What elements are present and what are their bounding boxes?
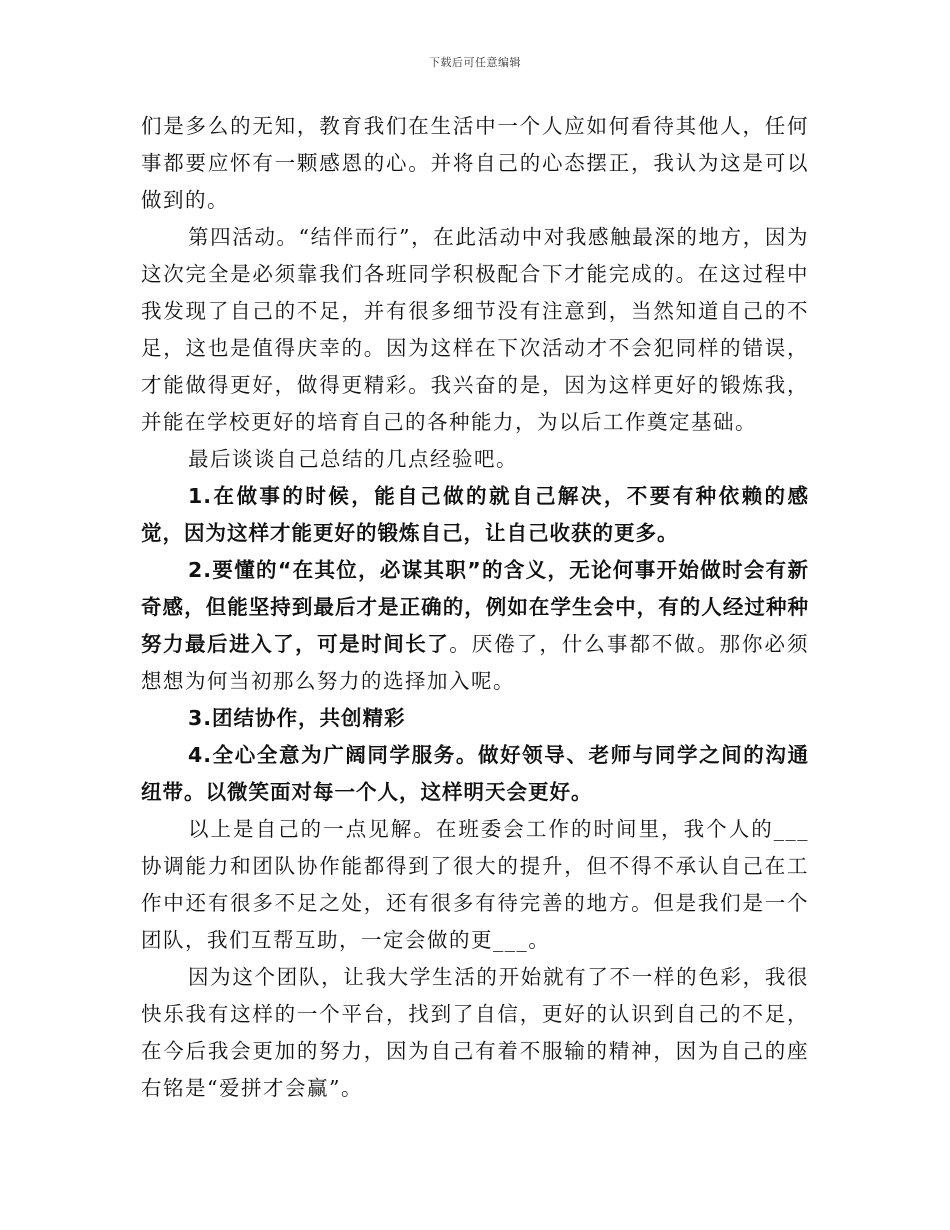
document-body <box>141 108 809 1107</box>
experience-item-2 <box>141 552 809 700</box>
paragraph-continuation: 们是多么的无知，教育我们在生活中一个人应如何看待其他人，任何事都要应怀有一颗感恩的心。并将自己的心态摆正，我认为这是可以做到的。 <box>141 114 809 212</box>
experience-item-1: 1.在做事的时候，能自己做的就自己解决，不要有种依赖的感觉，因为这样才能更好的锻炼自己，让自己收获的更多。 <box>141 484 809 545</box>
paragraph-experience-intro: 最后谈谈自己总结的几点经验吧。 <box>188 447 518 471</box>
experience-item-4: 4.全心全意为广阔同学服务。做好领导、老师与同学之间的沟通纽带。以微笑面对每一个人，这样明天会更好。 <box>141 743 809 804</box>
experience-item-3: 3.团结协作，共创精彩 <box>188 706 406 730</box>
experience-item-2-normal: 。厌倦了，什么事都不做。那你必须想想为何当初那么努力的选择加入呢。 <box>141 632 810 693</box>
page-header: 下载后可任意编辑 <box>429 56 521 69</box>
paragraph-opinion: 以上是自己的一点见解。在班委会工作的时间里，我个人的___协调能力和团队协作能都得到了很大的提升，但不得不承认自己在工作中还有很多不足之处，还有很多有待完善的地方。但是我们是一个团队，我们互帮互助，一定会做的更___。 <box>141 817 809 952</box>
paragraph-fourth-activity: 第四活动。“结伴而行”，在此活动中对我感触最深的地方，因为这次完全是必须靠我们各班同学积极配合下才能完成的。在这过程中我发现了自己的不足，并有很多细节没有注意到，当然知道自己的不足，这也是值得庆幸的。因为这样在下次活动才不会犯同样的错误，才能做得更好，做得更精彩。我兴奋的是，因为这样更好的锻炼我，并能在学校更好的培育自己的各种能力，为以后工作奠定基础。 <box>141 225 809 434</box>
paragraph-conclusion: 因为这个团队，让我大学生活的开始就有了不一样的色彩，我很快乐我有这样的一个平台，找到了自信，更好的认识到自己的不足，在今后我会更加的努力，因为自己有着不服输的精神，因为自己的座右铭是“爱拼才会赢”。 <box>141 965 809 1100</box>
experience-item-2-bold: 2.要懂的“在其位，必谋其职”的含义，无论何事开始做时会有新奇感，但能坚持到最后才是正确的，例如在学生会中，有的人经过种种努力最后进入了，可是时间长了 <box>141 558 809 656</box>
